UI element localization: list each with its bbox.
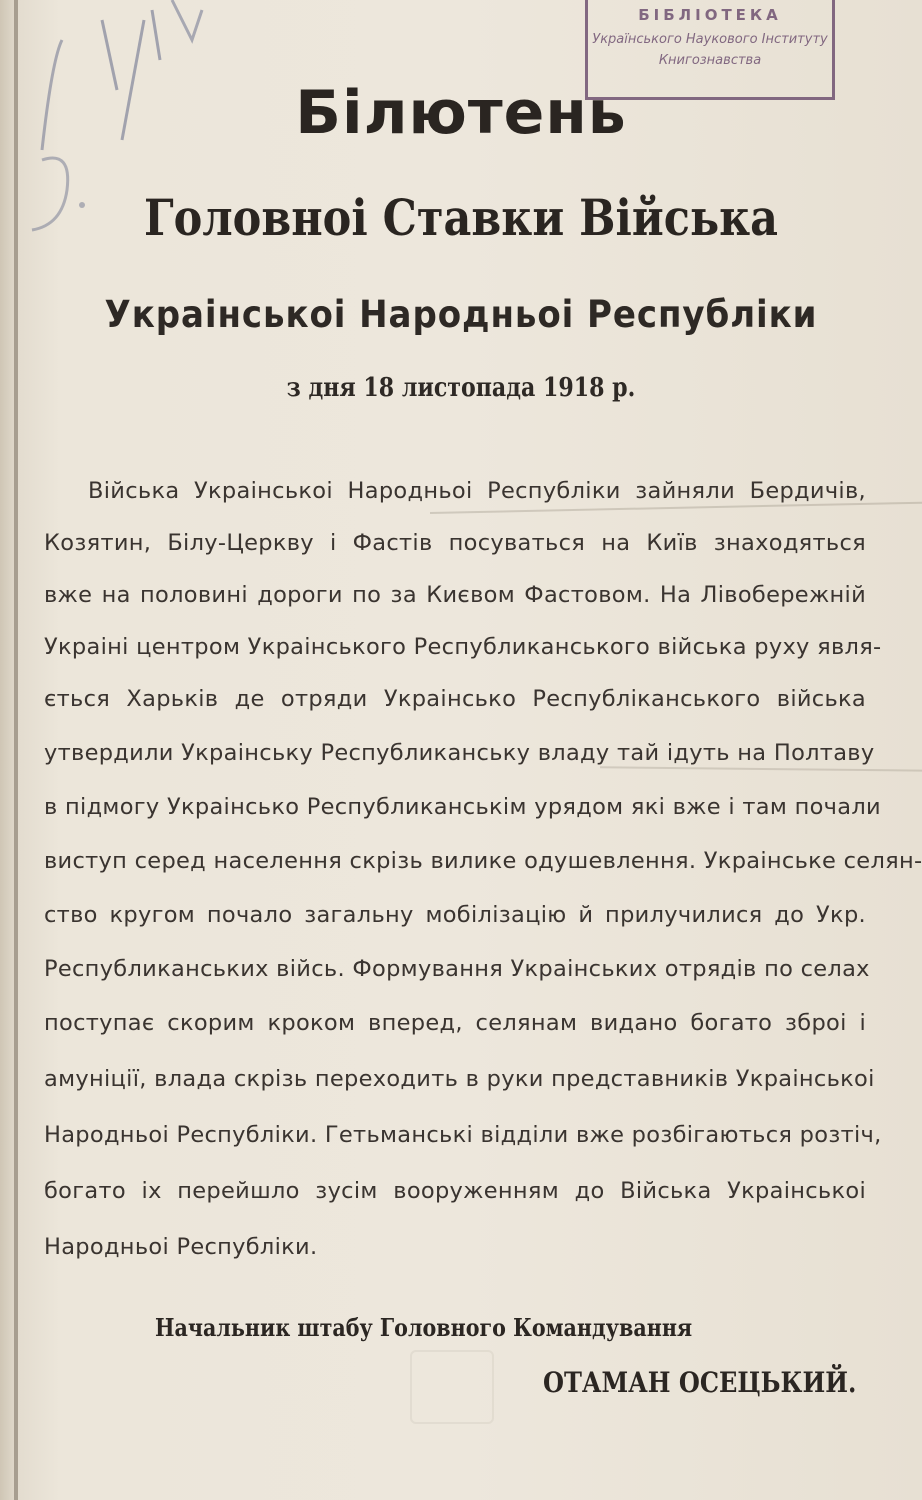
- bulletin-date: з дня 18 листопада 1918 р.: [286, 373, 636, 403]
- stamp-line-2: Українського Наукового Інституту: [592, 32, 828, 47]
- republic-name: Украінськоі Народньоі Республіки: [104, 293, 818, 336]
- body-line: Народньоі Республіки.: [44, 1234, 318, 1260]
- body-line: утвердили Украінську Республиканську владу тай ідуть на Полтаву: [44, 740, 875, 766]
- body-line: вже на половині дороги по за Києвом Фастовом. На Лівобережній: [44, 582, 866, 608]
- bleed-through-mark: [410, 1350, 494, 1424]
- body-line: богато іх перейшло зусім вооруженням до Війська Украінськоі: [44, 1178, 866, 1204]
- signature-name: ОТАМАН ОСЕЦЬКИЙ.: [543, 1366, 857, 1399]
- body-line: Украіні центром Украінського Республиканського війська руху явля-: [44, 634, 882, 660]
- stamp-line-3: Книгознавства: [658, 53, 762, 68]
- body-line: виступ серед населення скрізь вилике одушевлення. Украінське селян-: [44, 848, 922, 874]
- bulletin-subtitle: Головноі Ставки Війська: [143, 188, 779, 247]
- bulletin-title: Білютень: [295, 78, 627, 148]
- body-line: Козятин, Білу-Церкву і Фастів посуваться на Київ знаходяться: [44, 530, 866, 556]
- body-line: поступає скорим кроком вперед, селянам видано богато зброі і: [44, 1010, 866, 1036]
- signature-position: Начальник штабу Головного Командування: [155, 1313, 693, 1342]
- body-line: в підмогу Украінсько Республиканськім урядом які вже і там почали: [44, 794, 881, 820]
- body-line: ється Харьків де отряди Украінсько Республіканського війська: [44, 686, 866, 712]
- body-line: амуніції, влада скрізь переходить в руки представників Украінськоі: [44, 1066, 875, 1092]
- binding-edge: [14, 0, 18, 1500]
- stamp-line-1: БІБЛІОТЕКА: [638, 6, 782, 24]
- body-line: ство кругом почало загальну мобілізацію й прилучилися до Укр.: [44, 902, 866, 928]
- body-line: Війська Украінськоі Народньоі Республіки зайняли Бердичів,: [88, 478, 866, 504]
- body-line: Народньоі Республіки. Гетьманські відділи вже розбігаються розтіч,: [44, 1122, 882, 1148]
- body-line: Республиканських війсь. Формування Украінських отрядів по селах: [44, 956, 870, 982]
